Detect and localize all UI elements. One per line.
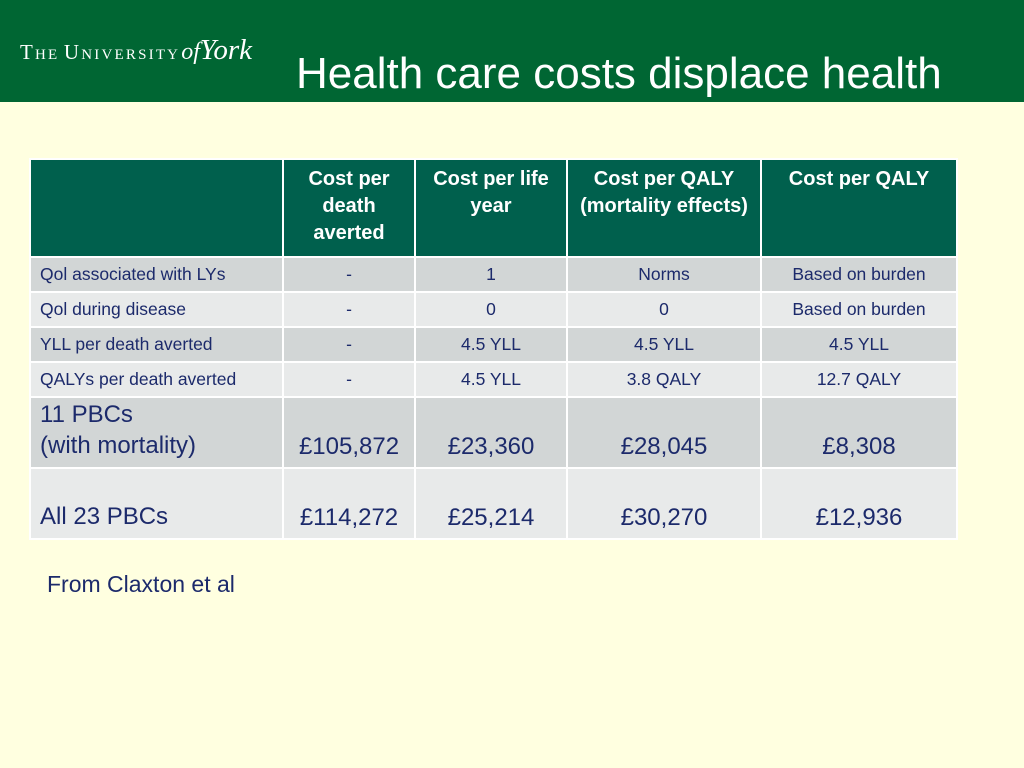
table-cell: 4.5 YLL	[415, 362, 567, 397]
logo-the: The	[20, 40, 60, 64]
row-label: Qol associated with LYs	[30, 257, 283, 292]
table-cell: 0	[567, 292, 761, 327]
table-row	[30, 327, 957, 362]
university-logo	[20, 36, 252, 65]
table-cell: 3.8 QALY	[567, 362, 761, 397]
cost-table	[29, 158, 958, 540]
table-row	[30, 362, 957, 397]
column-header: Cost per life year	[415, 159, 567, 257]
table-cell: £12,936	[761, 468, 957, 539]
table-cell: £105,872	[283, 397, 415, 468]
table-cell: £28,045	[567, 397, 761, 468]
column-header: Cost per death averted	[283, 159, 415, 257]
table-cell: Based on burden	[761, 292, 957, 327]
table-cell: -	[283, 327, 415, 362]
table-cell: -	[283, 362, 415, 397]
table-cell: -	[283, 292, 415, 327]
table-cell: 0	[415, 292, 567, 327]
column-header-blank	[30, 159, 283, 257]
table-cell: £25,214	[415, 468, 567, 539]
column-header: Cost per QALY (mortality effects)	[567, 159, 761, 257]
row-label	[30, 397, 283, 468]
column-header: Cost per QALY	[761, 159, 957, 257]
header-bar	[0, 0, 1024, 102]
table-cell: £30,270	[567, 468, 761, 539]
table-row	[30, 397, 957, 468]
logo-university: University	[63, 40, 181, 64]
table-header-row	[30, 159, 957, 257]
table-row	[30, 257, 957, 292]
row-label-line: (with mortality)	[40, 432, 197, 459]
table-cell: -	[283, 257, 415, 292]
row-label: All 23 PBCs	[30, 468, 283, 539]
slide-title: Health care costs displace health	[296, 49, 942, 98]
row-label: Qol during disease	[30, 292, 283, 327]
table-cell: £23,360	[415, 397, 567, 468]
table-row	[30, 292, 957, 327]
table-cell: Based on burden	[761, 257, 957, 292]
table-cell: 1	[415, 257, 567, 292]
table-cell: £8,308	[761, 397, 957, 468]
table-cell: £114,272	[283, 468, 415, 539]
logo-york: York	[199, 34, 253, 66]
table-cell: 4.5 YLL	[761, 327, 957, 362]
logo-of: of	[181, 39, 200, 65]
row-label: QALYs per death averted	[30, 362, 283, 397]
table-cell: 4.5 YLL	[567, 327, 761, 362]
table-cell: Norms	[567, 257, 761, 292]
table-cell: 4.5 YLL	[415, 327, 567, 362]
table-cell: 12.7 QALY	[761, 362, 957, 397]
table-row	[30, 468, 957, 539]
source-citation: From Claxton et al	[47, 571, 235, 597]
row-label: YLL per death averted	[30, 327, 283, 362]
row-label-line: 11 PBCs	[40, 401, 133, 428]
